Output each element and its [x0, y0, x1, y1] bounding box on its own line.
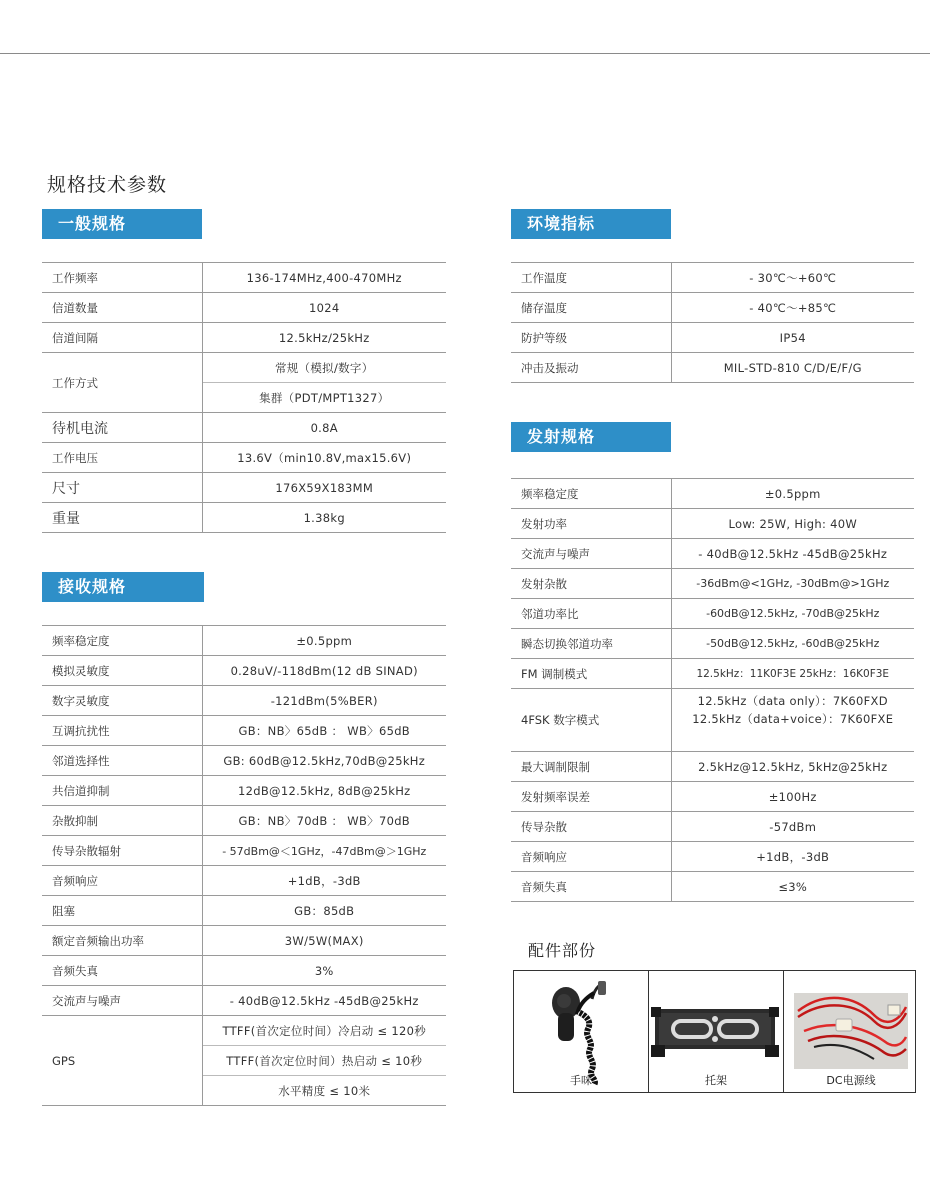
table-row: [42, 263, 446, 293]
accessory-label: 手咪: [570, 1074, 592, 1087]
spec-value: 13.6V（min10.8V,max15.6V): [202, 443, 446, 473]
table-row: [511, 782, 914, 812]
spec-key: 发射杂散: [511, 569, 671, 599]
spec-value: 12dB@12.5kHz, 8dB@25kHz: [202, 776, 446, 806]
table-row: [42, 896, 446, 926]
spec-value: 12.5kHz：11K0F3E 25kHz：16K0F3E: [671, 659, 914, 689]
transmit-spec-table: [511, 478, 914, 902]
spec-value: MIL-STD-810 C/D/E/F/G: [671, 353, 914, 383]
page-title: 规格技术参数: [47, 174, 168, 196]
section-header-environment: 环境指标: [511, 209, 671, 239]
accessory-item: [784, 971, 918, 1092]
spec-key: 邻道选择性: [42, 746, 202, 776]
spec-key: 发射功率: [511, 509, 671, 539]
table-row: [42, 986, 446, 1016]
spec-key: 防护等级: [511, 323, 671, 353]
spec-key: 交流声与噪声: [42, 986, 202, 1016]
table-row: [511, 263, 914, 293]
spec-key: 冲击及振动: [511, 353, 671, 383]
spec-value: 1024: [202, 293, 446, 323]
spec-value: 176X59X183MM: [202, 473, 446, 503]
spec-key: 尺寸: [42, 473, 202, 503]
spec-value: +1dB，-3dB: [671, 842, 914, 872]
table-row: [42, 323, 446, 353]
spec-value: 3%: [202, 956, 446, 986]
table-row: [42, 746, 446, 776]
table-row: [511, 752, 914, 782]
top-divider: [0, 53, 930, 54]
table-row: [42, 956, 446, 986]
spec-value: +1dB，-3dB: [202, 866, 446, 896]
spec-value: IP54: [671, 323, 914, 353]
spec-value: ≤3%: [671, 872, 914, 902]
spec-value: TTFF(首次定位时间）热启动 ≤ 10秒: [202, 1046, 446, 1076]
spec-key: 共信道抑制: [42, 776, 202, 806]
spec-key: 音频响应: [42, 866, 202, 896]
table-row: [42, 293, 446, 323]
table-row: [511, 842, 914, 872]
spec-value: - 57dBm@＜1GHz，-47dBm@＞1GHz: [202, 836, 446, 866]
spec-key: 发射频率误差: [511, 782, 671, 812]
table-row: [42, 473, 446, 503]
spec-value: 12.5kHz（data+voice）：7K60FXE: [671, 709, 914, 752]
accessory-item: [514, 971, 649, 1092]
spec-value: 0.28uV/-118dBm(12 dB SINAD): [202, 656, 446, 686]
table-row: [511, 539, 914, 569]
spec-value: - 40℃～+85℃: [671, 293, 914, 323]
table-row: [42, 626, 446, 656]
table-row: [42, 806, 446, 836]
table-row: [42, 1016, 446, 1046]
spec-key: 工作频率: [42, 263, 202, 293]
table-row: [511, 479, 914, 509]
spec-value: 常规（模拟/数字）: [202, 353, 446, 383]
spec-value: TTFF(首次定位时间）冷启动 ≤ 120秒: [202, 1016, 446, 1046]
table-row: [511, 599, 914, 629]
spec-value: -60dB@12.5kHz, -70dB@25kHz: [671, 599, 914, 629]
spec-key: 工作方式: [42, 353, 202, 413]
spec-value: -57dBm: [671, 812, 914, 842]
table-row: [42, 656, 446, 686]
table-row: [511, 872, 914, 902]
environment-spec-table: [511, 262, 914, 383]
section-header-receive: 接收规格: [42, 572, 204, 602]
spec-key: 重量: [42, 503, 202, 533]
spec-key: 4FSK 数字模式: [511, 689, 671, 752]
spec-key: 模拟灵敏度: [42, 656, 202, 686]
spec-key: 传导杂散辐射: [42, 836, 202, 866]
accessory-label: 托架: [705, 1074, 727, 1087]
spec-value: 1.38kg: [202, 503, 446, 533]
table-row: [511, 629, 914, 659]
spec-key: 传导杂散: [511, 812, 671, 842]
spec-key: 邻道功率比: [511, 599, 671, 629]
spec-value: 2.5kHz@12.5kHz, 5kHz@25kHz: [671, 752, 914, 782]
table-row: [511, 353, 914, 383]
accessories-panel: [513, 970, 916, 1093]
table-row: [42, 413, 446, 443]
table-row: [42, 353, 446, 383]
spec-value: 3W/5W(MAX): [202, 926, 446, 956]
spec-value: 136-174MHz,400-470MHz: [202, 263, 446, 293]
accessories-title: 配件部份: [528, 941, 597, 960]
spec-key: 阻塞: [42, 896, 202, 926]
table-row: [42, 443, 446, 473]
spec-value: -50dB@12.5kHz, -60dB@25kHz: [671, 629, 914, 659]
accessory-label: DC电源线: [826, 1074, 876, 1087]
spec-key: 音频响应: [511, 842, 671, 872]
spec-key: 频率稳定度: [511, 479, 671, 509]
spec-value: 12.5kHz（data only）：7K60FXD: [697, 694, 888, 708]
spec-key: FM 调制模式: [511, 659, 671, 689]
spec-value: GB：NB〉65dB ： WB〉65dB: [202, 716, 446, 746]
spec-value: 水平精度 ≤ 10米: [202, 1076, 446, 1106]
spec-value: GB：85dB: [202, 896, 446, 926]
spec-key: 工作电压: [42, 443, 202, 473]
table-row: [511, 569, 914, 599]
spec-value: -121dBm(5%BER): [202, 686, 446, 716]
table-row: [511, 293, 914, 323]
spec-value: - 40dB@12.5kHz -45dB@25kHz: [671, 539, 914, 569]
spec-key: 信道数量: [42, 293, 202, 323]
table-row: [42, 866, 446, 896]
accessory-item: [649, 971, 784, 1092]
spec-value: GB: 60dB@12.5kHz,70dB@25kHz: [202, 746, 446, 776]
spec-key: 待机电流: [42, 413, 202, 443]
spec-key: 音频失真: [42, 956, 202, 986]
spec-key: 最大调制限制: [511, 752, 671, 782]
table-row: [511, 812, 914, 842]
spec-key: 杂散抑制: [42, 806, 202, 836]
spec-value: - 40dB@12.5kHz -45dB@25kHz: [202, 986, 446, 1016]
spec-value: GB：NB〉70dB ： WB〉70dB: [202, 806, 446, 836]
general-spec-table: [42, 262, 446, 533]
spec-value: 0.8A: [202, 413, 446, 443]
spec-key: 瞬态切换邻道功率: [511, 629, 671, 659]
table-row: [511, 689, 914, 710]
table-row: [42, 776, 446, 806]
spec-key: 工作温度: [511, 263, 671, 293]
spec-value: ±0.5ppm: [671, 479, 914, 509]
spec-key: 储存温度: [511, 293, 671, 323]
table-row: [42, 716, 446, 746]
table-row: [511, 323, 914, 353]
spec-key: 互调抗扰性: [42, 716, 202, 746]
spec-value: ±0.5ppm: [202, 626, 446, 656]
table-row: [42, 503, 446, 533]
spec-key: 数字灵敏度: [42, 686, 202, 716]
spec-key: 交流声与噪声: [511, 539, 671, 569]
table-row: [511, 509, 914, 539]
spec-key: 频率稳定度: [42, 626, 202, 656]
table-row: [42, 686, 446, 716]
spec-value: 12.5kHz/25kHz: [202, 323, 446, 353]
spec-key: GPS: [42, 1016, 202, 1106]
receive-spec-table: [42, 625, 446, 1106]
section-header-transmit: 发射规格: [511, 422, 671, 452]
spec-value: - 30℃～+60℃: [671, 263, 914, 293]
table-row: [42, 926, 446, 956]
table-row: [42, 836, 446, 866]
table-row: [511, 659, 914, 689]
spec-value: -36dBm@<1GHz, -30dBm@>1GHz: [671, 569, 914, 599]
spec-key: 信道间隔: [42, 323, 202, 353]
spec-value: 集群（PDT/MPT1327）: [202, 383, 446, 413]
spec-value: Low: 25W, High: 40W: [671, 509, 914, 539]
section-header-general: 一般规格: [42, 209, 202, 239]
spec-value: ±100Hz: [671, 782, 914, 812]
spec-key: 额定音频输出功率: [42, 926, 202, 956]
spec-key: 音频失真: [511, 872, 671, 902]
